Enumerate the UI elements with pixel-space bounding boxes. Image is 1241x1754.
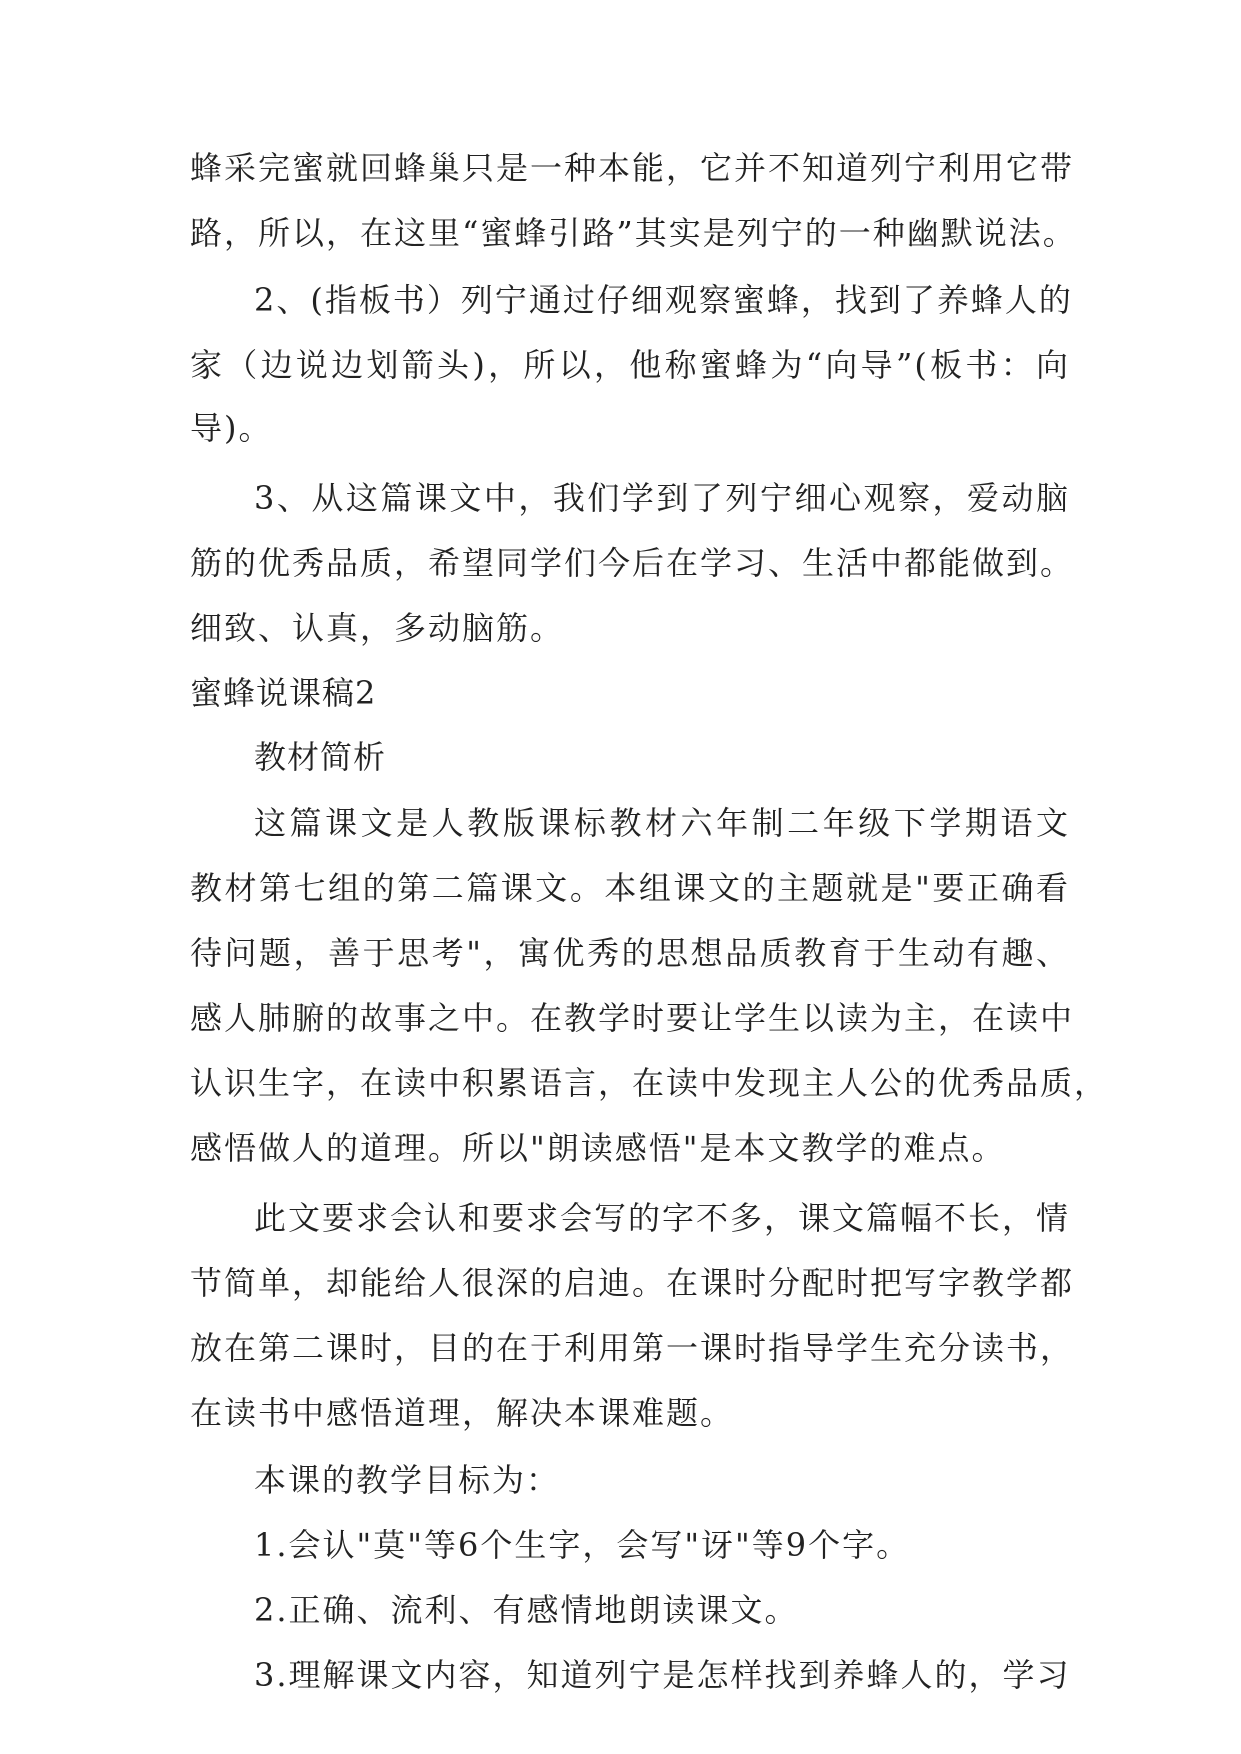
paragraph-line: 筋的优秀品质，希望同学们今后在学习、生活中都能做到。 — [190, 544, 1075, 582]
paragraph-line: 这篇课文是人教版课标教材六年制二年级下学期语文 — [254, 804, 1070, 842]
paragraph-line: 节简单，却能给人很深的启迪。在课时分配时把写字教学都 — [190, 1264, 1075, 1302]
paragraph-line: 本课的教学目标为： — [254, 1461, 561, 1499]
paragraph-line: 放在第二课时，目的在于利用第一课时指导学生充分读书， — [190, 1329, 1075, 1367]
paragraph-line: 家（边说边划箭头)，所以，他称蜜蜂为“向导”(板书：向 — [190, 346, 1070, 384]
paragraph-line: 感悟做人的道理。所以"朗读感悟"是本文教学的难点。 — [190, 1129, 1006, 1167]
paragraph-line: 2、(指板书）列宁通过仔细观察蜜蜂，找到了养蜂人的 — [254, 281, 1073, 319]
paragraph-line: 待问题，善于思考"，寓优秀的思想品质教育于生动有趣、 — [190, 934, 1070, 972]
list-item: 1.会认"莫"等6个生字，会写"讶"等9个字。 — [254, 1526, 911, 1564]
paragraph-line: 3、从这篇课文中，我们学到了列宁细心观察，爱动脑 — [254, 479, 1070, 517]
section-heading: 蜜蜂说课稿2 — [190, 674, 377, 712]
paragraph-line: 细致、认真，多动脑筋。 — [190, 609, 565, 647]
paragraph-line: 感人肺腑的故事之中。在教学时要让学生以读为主，在读中 — [190, 999, 1075, 1037]
list-item: 2.正确、流利、有感情地朗读课文。 — [254, 1591, 799, 1629]
paragraph-line: 认识生字，在读中积累语言，在读中发现主人公的优秀品质， — [190, 1064, 1109, 1102]
paragraph-line: 蜂采完蜜就回蜂巢只是一种本能，它并不知道列宁利用它带 — [190, 149, 1075, 187]
list-item: 3.理解课文内容，知道列宁是怎样找到养蜂人的，学习 — [254, 1656, 1071, 1694]
paragraph-line: 教材第七组的第二篇课文。本组课文的主题就是"要正确看 — [190, 869, 1070, 907]
paragraph-line: 路，所以，在这里“蜜蜂引路”其实是列宁的一种幽默说法。 — [190, 214, 1077, 252]
paragraph-line: 此文要求会认和要求会写的字不多，课文篇幅不长，情 — [254, 1199, 1071, 1237]
paragraph-line: 在读书中感悟道理，解决本课难题。 — [190, 1394, 735, 1432]
subsection-heading: 教材简析 — [254, 738, 387, 776]
paragraph-line: 导)。 — [190, 409, 273, 447]
